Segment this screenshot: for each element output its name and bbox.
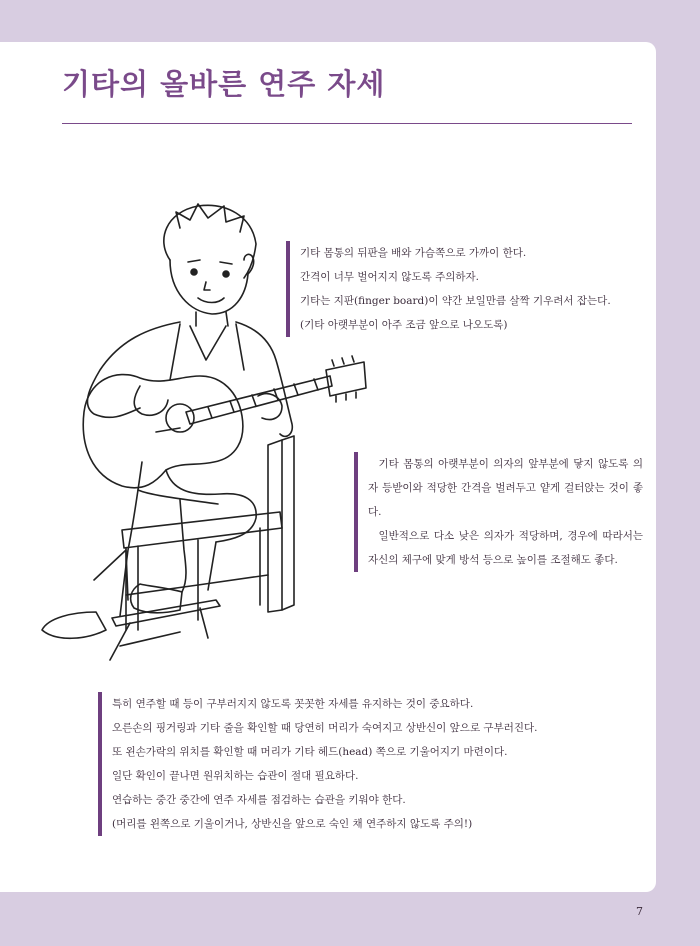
- page-number: 7: [636, 905, 643, 918]
- note-posture-tips: [98, 692, 537, 836]
- note-paragraph: 일반적으로 다소 낮은 의자가 적당하며, 경우에 따라서는 자신의 체구에 맞게 방석 등으로 높이를 조절해도 좋다.: [368, 530, 643, 566]
- note-paragraph: 기타 몸통의 아랫부분이 의자의 앞부분에 닿지 않도록 의자 등받이와 적당한 간격을 벌려두고 얕게 걸터앉는 것이 좋다.: [368, 458, 643, 518]
- legs-drawing: [42, 462, 256, 638]
- note-line: 일단 확인이 끝나면 원위치하는 습관이 절대 필요하다.: [112, 770, 359, 782]
- note-chair-seating: [354, 452, 643, 572]
- body-drawing: [87, 322, 292, 436]
- page-title: 기타의 올바른 연주 자세: [62, 67, 386, 101]
- note-line: 기타는 지판(finger board)이 약간 보일만큼 살짝 기우려서 잡는다.: [300, 295, 611, 307]
- note-line: 연습하는 중간 중간에 연주 자세를 점검하는 습관을 키워야 한다.: [112, 794, 406, 806]
- guitar-drawing: [83, 356, 366, 488]
- note-guitar-position: [286, 241, 611, 337]
- head-drawing: [164, 204, 256, 326]
- note-line: (머리를 왼쪽으로 기울이거나, 상반신을 앞으로 숙인 채 연주하지 않도록 주의!): [112, 818, 473, 830]
- note-line: 오른손의 핑거링과 기타 줄을 확인할 때 당연히 머리가 숙여지고 상반신이 앞으로 구부러진다.: [112, 722, 538, 734]
- note-line: 기타 몸통의 뒤판을 배와 가슴쪽으로 가까이 한다.: [300, 247, 527, 259]
- title-divider: [62, 123, 632, 124]
- note-line: (기타 아랫부분이 아주 조금 앞으로 나오도록): [300, 319, 508, 331]
- note-line: 또 왼손가락의 위치를 확인할 때 머리가 기타 헤드(head) 쪽으로 기울어지기 마련이다.: [112, 746, 508, 758]
- note-line: 간격이 너무 벌어지지 않도록 주의하자.: [300, 271, 479, 283]
- note-line: 특히 연주할 때 등이 구부러지지 않도록 꼿꼿한 자세를 유지하는 것이 중요하다.: [112, 698, 474, 710]
